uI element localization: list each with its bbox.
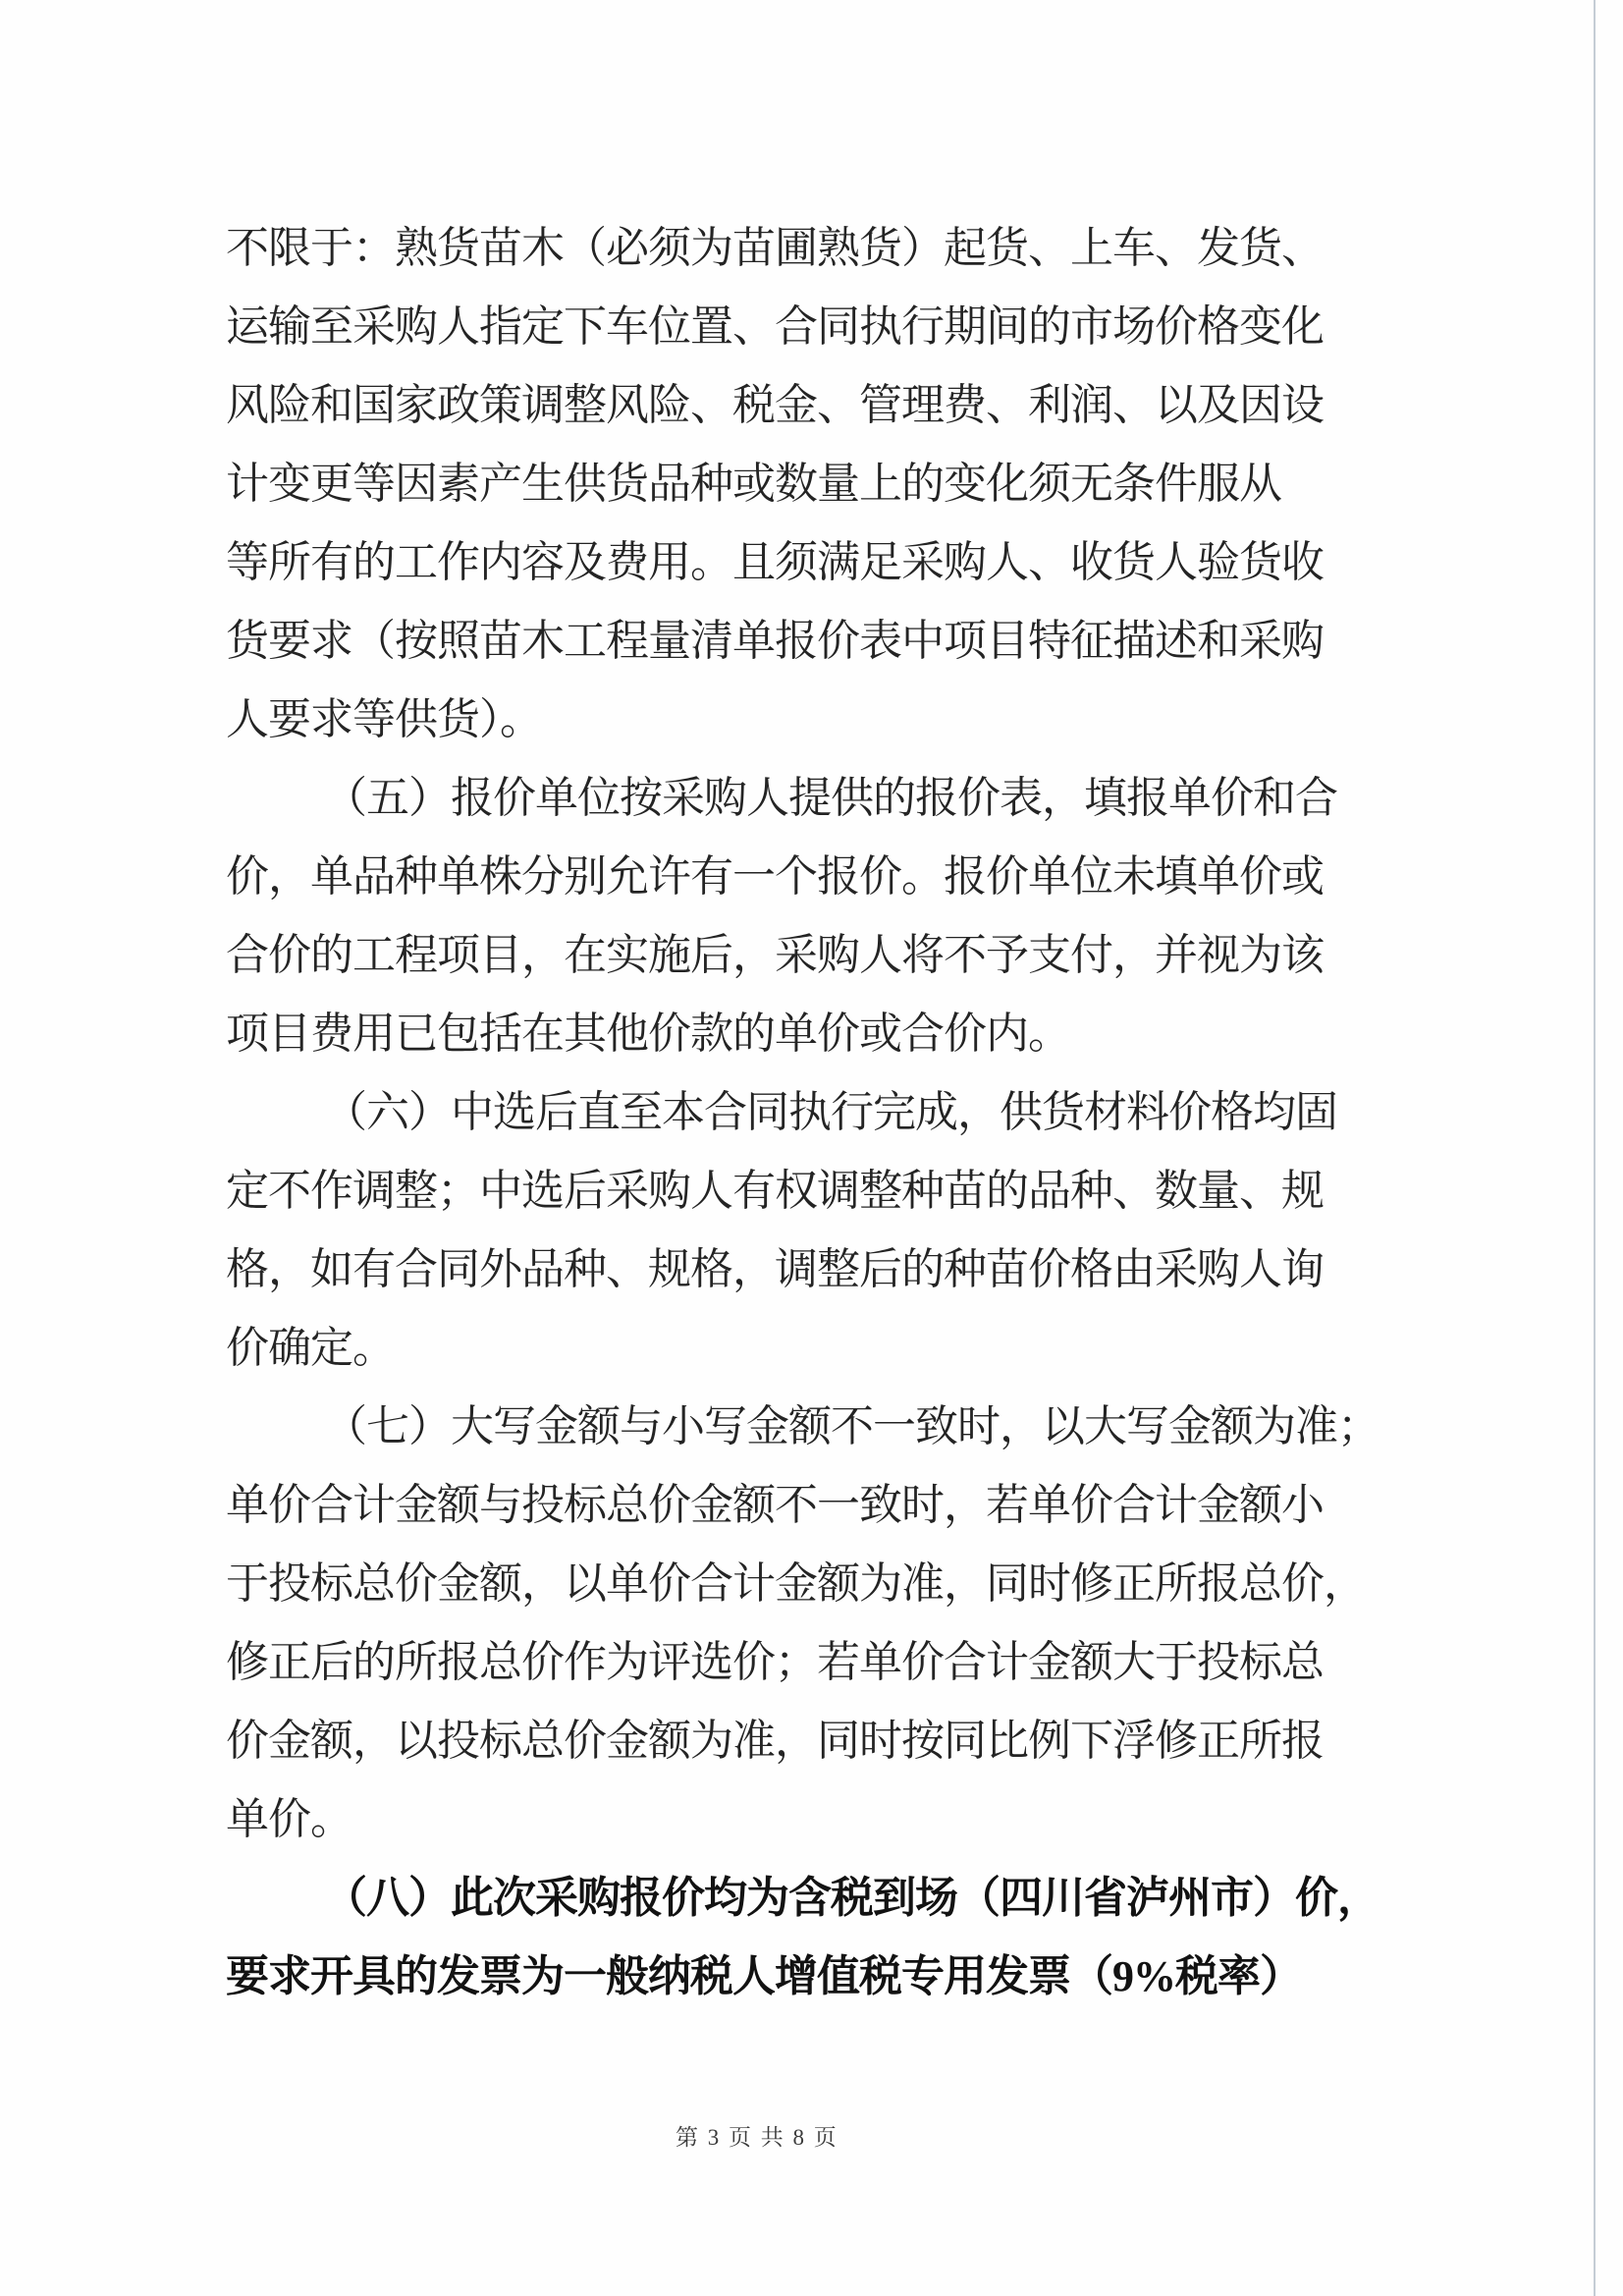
- text-line: 格，如有合同外品种、规格，调整后的种苗价格由采购人询: [226, 1245, 1324, 1293]
- text-line: 人要求等供货）。: [226, 695, 542, 743]
- text-line: （五）报价单位按采购人提供的报价表，填报单价和合: [324, 774, 1337, 822]
- document-text: [226, 209, 1380, 2016]
- text-line: 价金额，以投标总价金额为准，同时按同比例下浮修正所报: [226, 1717, 1324, 1765]
- text-line: （八）此次采购报价均为含税到场（四川省泸州市）价，: [324, 1874, 1380, 1922]
- text-line: （七）大写金额与小写金额不一致时，以大写金额为准；: [324, 1402, 1380, 1450]
- text-line: 项目费用已包括在其他价款的单价或合价内。: [226, 1010, 1070, 1058]
- text-line: 货要求（按照苗木工程量清单报价表中项目特征描述和采购: [226, 617, 1324, 665]
- text-line: 计变更等因素产生供货品种或数量上的变化须无条件服从: [226, 460, 1281, 508]
- text-line: 单价。: [226, 1795, 352, 1843]
- scan-edge-line: [1594, 0, 1596, 2296]
- text-line: 等所有的工作内容及费用。且须满足采购人、收货人验货收: [226, 538, 1324, 586]
- text-line: 修正后的所报总价作为评选价；若单价合计金额大于投标总: [226, 1638, 1324, 1686]
- text-line: 运输至采购人指定下车位置、合同执行期间的市场价格变化: [226, 302, 1324, 351]
- text-line: 定不作调整；中选后采购人有权调整种苗的品种、数量、规: [226, 1167, 1324, 1215]
- page-footer: 第 3 页 共 8 页: [676, 2125, 839, 2150]
- text-line: 合价的工程项目，在实施后，采购人将不予支付，并视为该: [226, 931, 1324, 979]
- text-line: 价确定。: [226, 1324, 395, 1372]
- text-line: 价，单品种单株分别允许有一个报价。报价单位未填单价或: [226, 852, 1324, 901]
- text-line: 风险和国家政策调整风险、税金、管理费、利润、以及因设: [226, 381, 1324, 429]
- text-line: 单价合计金额与投标总价金额不一致时，若单价合计金额小: [226, 1481, 1324, 1529]
- text-line: （六）中选后直至本合同执行完成，供货材料价格均固: [324, 1088, 1337, 1136]
- text-line: 不限于：熟货苗木（必须为苗圃熟货）起货、上车、发货、: [226, 224, 1324, 272]
- text-line: 于投标总价金额，以单价合计金额为准，同时修正所报总价，: [226, 1559, 1366, 1608]
- text-line: 要求开具的发票为一般纳税人增值税专用发票（9%税率）: [226, 1952, 1302, 2000]
